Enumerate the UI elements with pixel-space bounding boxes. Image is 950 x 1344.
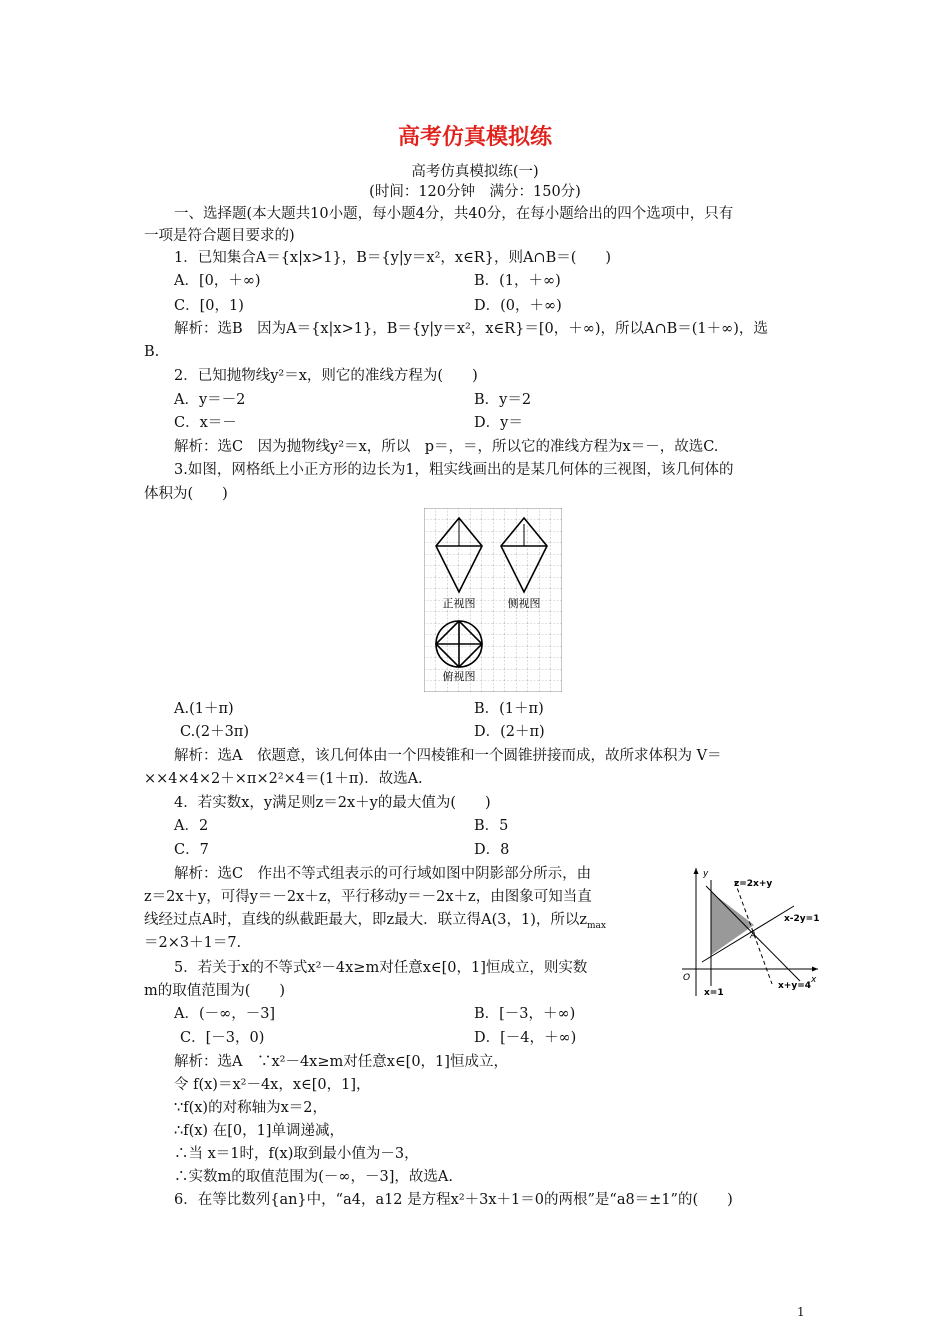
q1-solution-cont: B. [144, 344, 160, 360]
top-view-label: 俯视图 [442, 670, 476, 683]
section-heading: 一、选择题(本大题共10小题，每小题4分，共40分，在每小题给出的四个选项中，只有 [174, 206, 734, 222]
q4-solution-3: 线经过点A时，直线的纵截距最大，即z最大．联立得A(3，1)，所以$z_{max}$ [144, 912, 606, 931]
q1-option-b: B．(1，＋∞) [474, 273, 561, 289]
feasible-region [711, 892, 757, 955]
q5-stem: 5．若关于x的不等式x²－4x≥m对任意x∈[0，1]恒成立，则实数 [174, 960, 588, 976]
q3-option-b: B．(1＋π) [474, 701, 544, 717]
line-x-eq-1-label: x=1 [704, 988, 724, 998]
q3-option-a: A.(1＋π) [174, 701, 234, 717]
q1-stem: 1．已知集合A＝{x|x>1}，B＝{y|y＝x²，x∈R}，则A∩B＝( ) [174, 250, 612, 266]
q3-solution-cont: ××4×4×2＋×π×2²×4＝(1＋π)．故选A. [144, 771, 423, 787]
q3-option-c: C.(2＋3π) [180, 724, 249, 740]
q4-option-c: C．7 [174, 842, 209, 858]
q1-option-a: A．[0，＋∞) [174, 273, 261, 289]
q1-solution: 解析：选B 因为A＝{x|x>1}，B＝{y|y＝x²，x∈R}＝[0，＋∞)，所以A∩B＝(1＋∞)，选 [174, 321, 768, 337]
q4-solution-2: z＝2x＋y，可得y＝－2x＋z，平行移动y＝－2x＋z，由图象可知当直 [144, 889, 592, 905]
q1-option-c: C．[0，1) [174, 298, 244, 314]
q5-solution-2: 令 f(x)＝x²－4x，x∈[0，1]， [174, 1077, 371, 1093]
page-number: 1 [797, 1305, 805, 1319]
q5-solution-6: ∴实数m的取值范围为(－∞，－3]，故选A. [174, 1169, 453, 1185]
front-view-label: 正视图 [442, 597, 476, 610]
feasible-region-figure [672, 862, 824, 1006]
section-heading-cont: 一项是符合题目要求的) [144, 228, 295, 244]
side-view-label: 侧视图 [507, 597, 541, 610]
top-view-shape [436, 621, 482, 667]
q4-solution: 解析：选C 作出不等式组表示的可行域如图中阴影部分所示，由 [174, 866, 592, 882]
q5-solution-5: ∴当 x＝1时，f(x)取到最小值为－3， [174, 1146, 419, 1162]
q5-solution-4: ∴f(x) 在[0，1]单调递减， [174, 1123, 344, 1139]
q2-option-c: C．x＝－ [174, 415, 237, 431]
zmax-subscript: max [586, 920, 606, 931]
y-axis-label: y [703, 869, 709, 879]
q1-option-d: D．(0，＋∞) [474, 298, 562, 314]
q2-option-d: D．y＝ [474, 415, 523, 431]
line-objective-label: z=2x+y [734, 879, 773, 889]
q2-option-b: B．y＝2 [474, 392, 532, 408]
q4-option-d: D．8 [474, 842, 510, 858]
three-view-figure [424, 508, 562, 696]
q2-solution: 解析：选C 因为抛物线y²＝x，所以 p＝，＝，所以它的准线方程为x＝－，故选C. [174, 439, 719, 455]
q4-option-a: A．2 [174, 818, 209, 834]
point-a-label: A [750, 931, 757, 941]
line-x-plus-y-4-label: x+y=4 [778, 981, 812, 991]
q4-option-b: B．5 [474, 818, 509, 834]
subtitle: 高考仿真模拟练(一) [411, 164, 539, 180]
page-title: 高考仿真模拟练 [397, 125, 552, 150]
q2-option-a: A．y＝－2 [174, 392, 246, 408]
q5-solution-3: ∵f(x)的对称轴为x＝2， [174, 1100, 327, 1116]
q4-solution-4: ＝2×3＋1＝7. [144, 935, 242, 951]
q5-option-b: B．[－3，＋∞) [474, 1006, 576, 1022]
q4-stem: 4．若实数x，y满足则z＝2x＋y的最大值为( ) [174, 795, 491, 811]
line-x-minus-2y-1-label: x-2y=1 [784, 914, 820, 924]
q5-solution-1: 解析：选A ∵x²－4x≥m对任意x∈[0，1]恒成立， [174, 1054, 508, 1070]
q5-option-c: C．[－3，0) [180, 1030, 265, 1046]
time-info: (时间：120分钟 满分：150分) [369, 184, 581, 200]
q2-stem: 2．已知抛物线y²＝x，则它的准线方程为( ) [174, 368, 478, 384]
q3-stem: 3.如图，网格纸上小正方形的边长为1，粗实线画出的是某几何体的三视图，该几何体的 [174, 462, 734, 478]
origin-label: O [683, 973, 691, 983]
q5-stem-cont: m的取值范围为( ) [144, 983, 286, 999]
q3-option-d: D．(2＋π) [474, 724, 545, 740]
q5-option-a: A．(－∞，－3] [174, 1006, 276, 1022]
q5-option-d: D．[－4，＋∞) [474, 1030, 577, 1046]
q6-stem: 6．在等比数列{an}中，“a4，a12 是方程x²＋3x＋1＝0的两根”是“a8＝±1”的( ) [174, 1192, 733, 1208]
q3-solution: 解析：选A 依题意，该几何体由一个四棱锥和一个圆锥拼接而成，故所求体积为 V＝ [174, 748, 722, 764]
x-axis-label: x [811, 975, 817, 985]
q3-stem-cont: 体积为( ) [144, 486, 228, 502]
